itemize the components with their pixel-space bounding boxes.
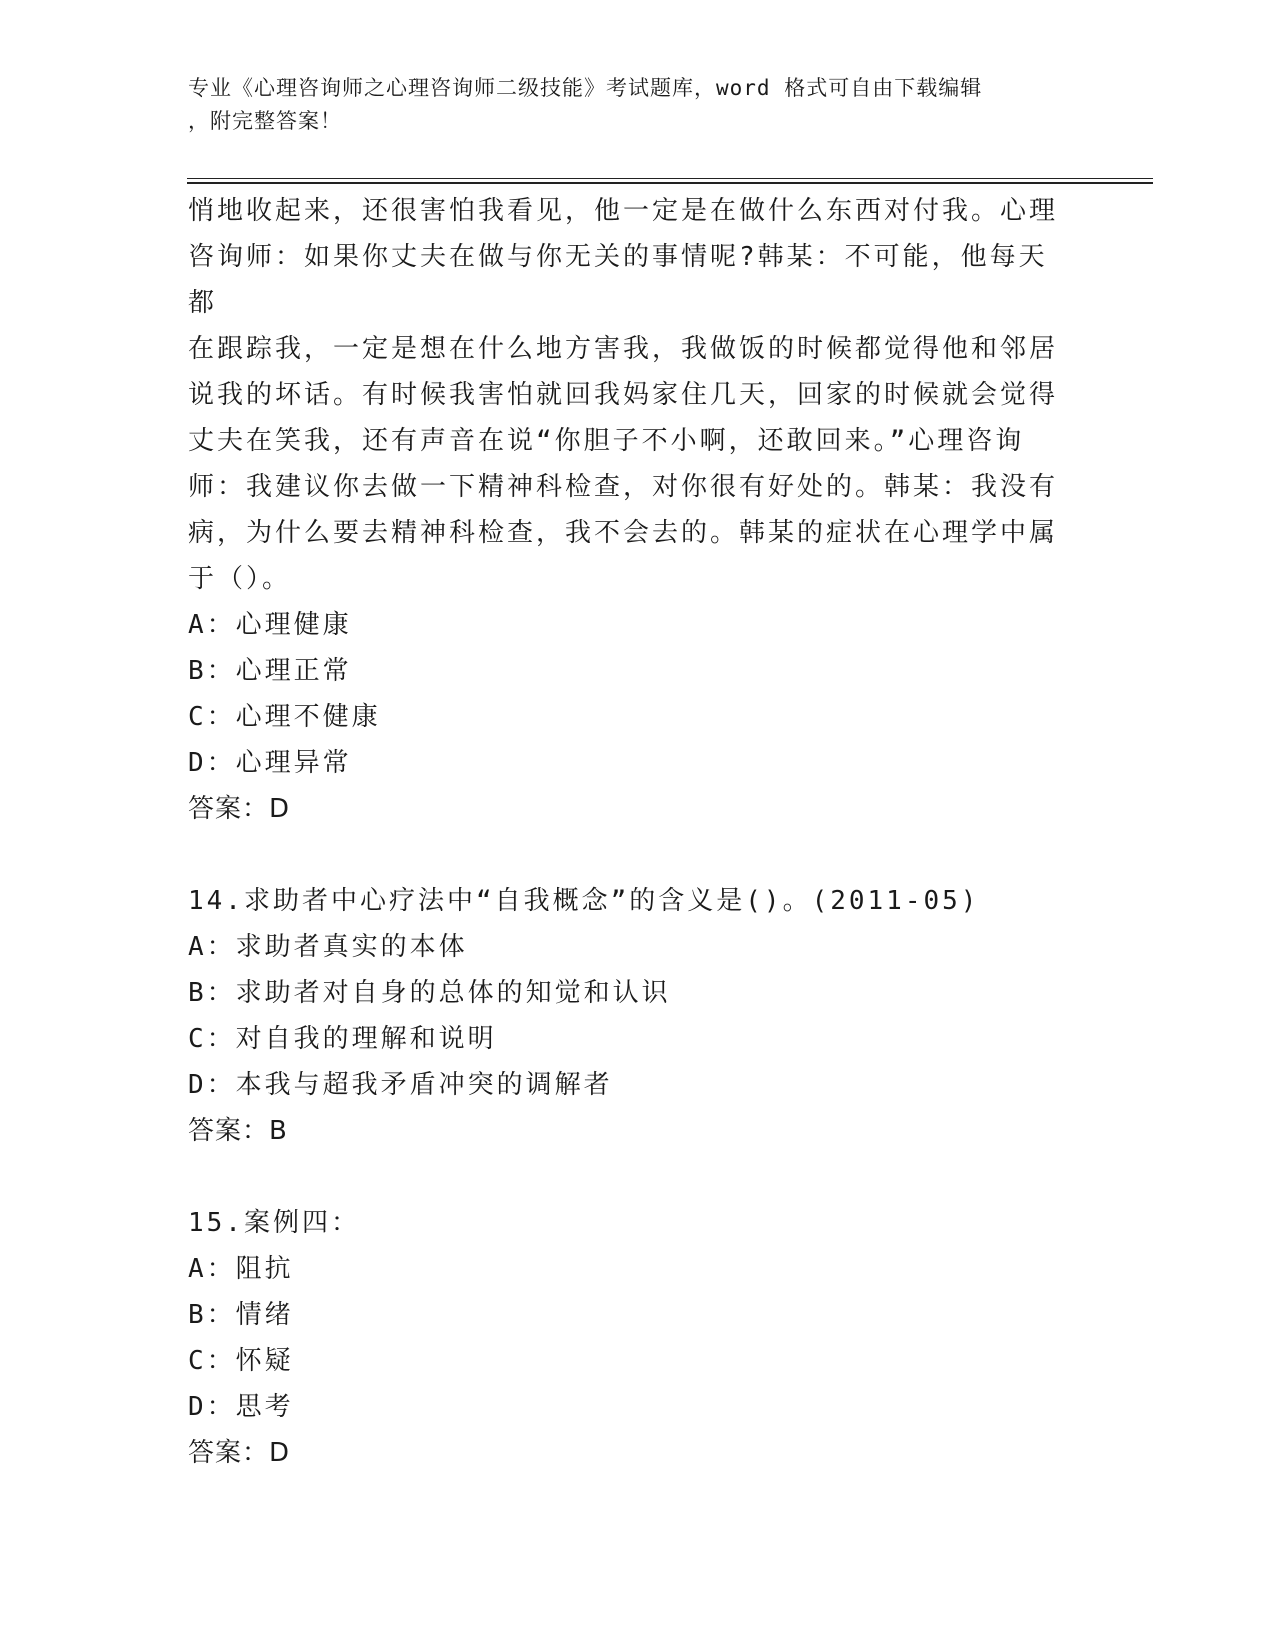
- spacer: [188, 832, 1068, 878]
- answer-line: 答案：D: [188, 794, 291, 824]
- question-15: [188, 1200, 1068, 1476]
- question-text-line: 师：我建议你去做一下精神科检查，对你很有好处的。韩某：我没有: [188, 472, 1059, 502]
- header-divider-thin: [187, 178, 1153, 179]
- option-d: D：心理异常: [188, 748, 352, 778]
- question-text-line: 在跟踪我，一定是想在什么地方害我，我做饭的时候都觉得他和邻居: [188, 334, 1059, 364]
- option-d: D：本我与超我矛盾冲突的调解者: [188, 1070, 613, 1100]
- option-c: C：怀疑: [188, 1346, 294, 1376]
- option-c: C：对自我的理解和说明: [188, 1024, 497, 1054]
- option-a: A：求助者真实的本体: [188, 932, 468, 962]
- option-b: B：心理正常: [188, 656, 352, 686]
- header-line-2: ，附完整答案！: [188, 109, 342, 133]
- option-d: D：思考: [188, 1392, 294, 1422]
- question-text-line: 丈夫在笑我，还有声音在说“你胆子不小啊，还敢回来。”心理咨询: [188, 426, 1025, 456]
- question-text-line: 说我的坏话。有时候我害怕就回我妈家住几天，回家的时候就会觉得: [188, 380, 1059, 410]
- header-divider-thick: [187, 182, 1153, 184]
- answer-line: 答案：D: [188, 1438, 291, 1468]
- question-text-line: 于（）。: [188, 564, 292, 594]
- option-b: B：求助者对自身的总体的知觉和认识: [188, 978, 671, 1008]
- spacer: [188, 1154, 1068, 1200]
- option-b: B：情绪: [188, 1300, 294, 1330]
- option-a: A：阻抗: [188, 1254, 294, 1284]
- header-line-1: 专业《心理咨询师之心理咨询师二级技能》考试题库，word 格式可自由下载编辑: [188, 76, 983, 100]
- answer-line: 答案：B: [188, 1116, 288, 1146]
- option-a: A：心理健康: [188, 610, 352, 640]
- document-body: [188, 188, 1068, 1476]
- page-header: [188, 72, 1068, 138]
- question-14: [188, 878, 1068, 1154]
- question-stem: 14.求助者中心疗法中“自我概念”的含义是()。(2011-05): [188, 886, 980, 916]
- option-c: C：心理不健康: [188, 702, 381, 732]
- question-13: [188, 188, 1068, 832]
- question-text-line: 病，为什么要去精神科检查，我不会去的。韩某的症状在心理学中属: [188, 518, 1059, 548]
- question-text-line: 悄地收起来，还很害怕我看见，他一定是在做什么东西对付我。心理: [188, 196, 1059, 226]
- question-stem: 15.案例四：: [188, 1208, 360, 1238]
- question-text-line: 咨询师：如果你丈夫在做与你无关的事情呢?韩某：不可能，他每天都: [188, 242, 1048, 318]
